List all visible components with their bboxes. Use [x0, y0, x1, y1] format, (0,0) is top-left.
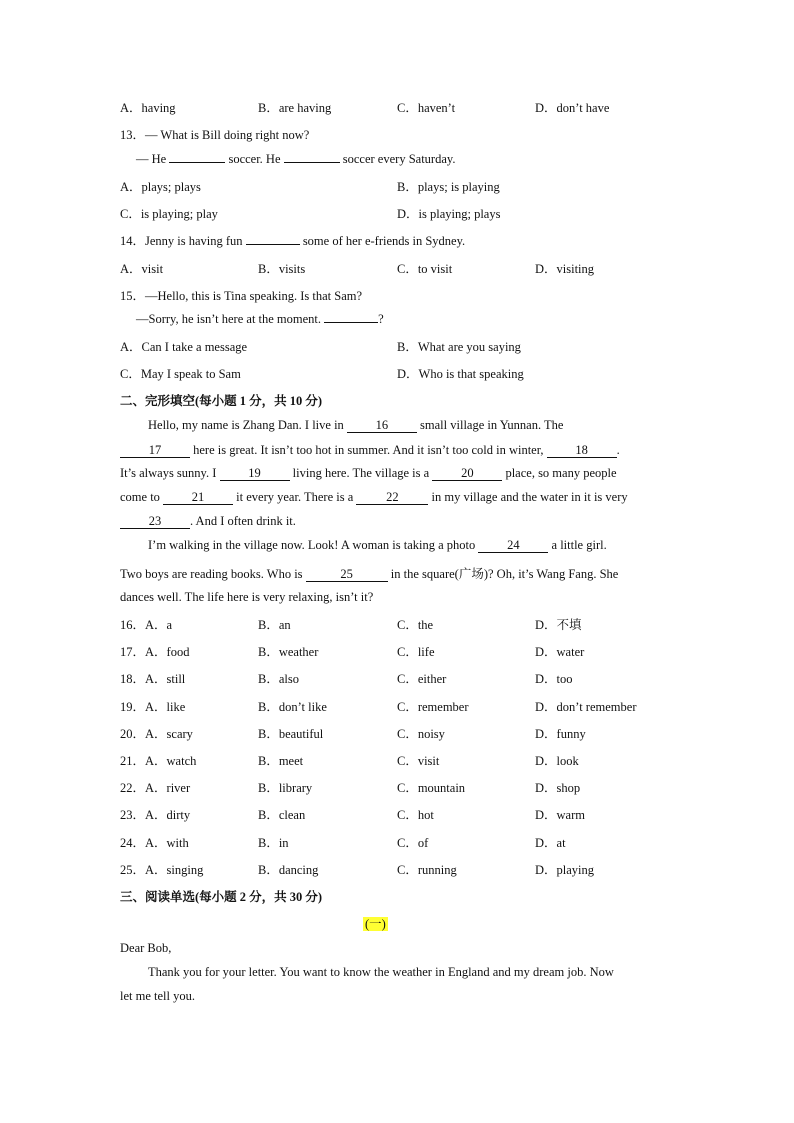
cloze-blank-25: 25 — [306, 568, 388, 582]
cloze-text: in my village and the water in it is very — [428, 490, 628, 504]
q15-prefix: —Sorry, he isn’t here at the moment. — [136, 312, 325, 326]
cloze-line-1 — [148, 418, 563, 433]
q14-option-c: C．to visit — [397, 262, 453, 276]
q14-question — [120, 231, 465, 249]
q13-options-row-1 — [120, 177, 680, 193]
q14-option-a: A．visit — [120, 262, 164, 276]
cloze-option-row-17 — [120, 642, 680, 658]
cloze-21-option-c: C．visit — [397, 754, 440, 768]
cloze-text: here is great. It isn’t too hot in summer. And it isn’t too cold in winter, — [190, 443, 547, 457]
q15-suffix: ? — [378, 312, 384, 326]
letter-greeting: Dear Bob, — [120, 941, 172, 955]
cloze-16-option-a: 16．A．a — [120, 618, 173, 632]
cloze-line-8: dances well. The life here is very relaxing, isn’t it? — [120, 590, 374, 604]
cloze-option-row-25 — [120, 860, 680, 876]
cloze-24-option-c: C．of — [397, 835, 429, 850]
cloze-23-option-b: B．clean — [258, 808, 306, 823]
section-2-heading: 二、完形填空(每小题 1 分，共 10 分) — [120, 394, 323, 408]
q12-option-d: D．don’t have — [535, 101, 610, 115]
cloze-18-option-c: C．either — [397, 672, 447, 687]
cloze-16-option-d: D．不填 — [535, 618, 582, 632]
q15-options-row-1 — [120, 337, 680, 353]
q14-suffix: some of her e-friends in Sydney. — [299, 234, 466, 248]
cloze-19-option-b: B．don’t like — [258, 699, 327, 714]
cloze-blank-22: 22 — [356, 491, 428, 505]
cloze-24-option-d: D．at — [535, 835, 566, 850]
cloze-line-3 — [120, 466, 617, 481]
cloze-16-option-c: C．the — [397, 618, 434, 632]
cloze-text: . And I often drink it. — [190, 514, 296, 528]
cloze-20-option-d: D．funny — [535, 726, 586, 741]
cloze-text: . — [616, 443, 620, 457]
cloze-25-option-c: C．running — [397, 862, 457, 877]
letter-line-2: let me tell you. — [120, 989, 195, 1003]
cloze-21-option-a: 21．A．watch — [120, 754, 197, 768]
cloze-option-row-19 — [120, 697, 680, 713]
cloze-line-5 — [120, 514, 296, 529]
cloze-23-option-c: C．hot — [397, 808, 434, 823]
q12-option-c: C．haven’t — [397, 101, 456, 115]
q13-blank-2 — [284, 162, 340, 163]
cloze-text: I’m walking in the village now. Look! A woman is taking a photo — [148, 538, 479, 552]
cloze-19-option-d: D．don’t remember — [535, 699, 637, 714]
cloze-22-option-b: B．library — [258, 781, 313, 796]
q13-blank-1 — [169, 162, 225, 163]
cloze-blank-18: 18 — [547, 444, 617, 458]
cloze-text: it every year. There is a — [233, 490, 357, 504]
cloze-24-option-a: 24．A．with — [120, 835, 189, 850]
cloze-blank-16: 16 — [347, 419, 417, 433]
q14-blank — [246, 244, 300, 245]
q15-option-c: C．May I speak to Sam — [120, 367, 241, 381]
cloze-25-option-a: 25．A．singing — [120, 862, 204, 877]
cloze-option-row-20 — [120, 724, 680, 740]
q13-options-row-2 — [120, 204, 680, 220]
q13-prefix: — He — [136, 152, 170, 166]
q15-option-d: D．Who is that speaking — [397, 367, 524, 381]
cloze-option-row-24 — [120, 833, 680, 849]
cloze-text: a little girl. — [548, 538, 607, 552]
q13-option-a: A．plays; plays — [120, 180, 201, 194]
cloze-17-option-c: C．life — [397, 645, 435, 660]
cloze-option-row-16 — [120, 615, 680, 631]
passage-marker — [363, 914, 388, 932]
q12-options — [120, 98, 680, 114]
cloze-25-option-b: B．dancing — [258, 862, 319, 877]
q15-answer-line — [136, 312, 384, 327]
cloze-22-option-d: D．shop — [535, 781, 581, 796]
q15-question: 15．—Hello, this is Tina speaking. Is that Sam? — [120, 289, 363, 303]
q14-options — [120, 259, 680, 275]
q15-option-b: B．What are you saying — [397, 340, 521, 354]
q13-option-d: D．is playing; plays — [397, 207, 501, 221]
cloze-text: living here. The village is a — [289, 466, 433, 480]
cloze-line-4 — [120, 490, 628, 505]
cloze-21-option-b: B．meet — [258, 754, 304, 768]
cloze-20-option-a: 20．A．scary — [120, 726, 193, 741]
q13-suffix: soccer every Saturday. — [339, 152, 456, 166]
section-3-heading: 三、阅读单选(每小题 2 分，共 30 分) — [120, 890, 323, 904]
q13-option-c: C．is playing; play — [120, 207, 218, 221]
cloze-22-option-c: C．mountain — [397, 781, 466, 796]
cloze-line-6 — [148, 538, 607, 553]
cloze-line-2 — [120, 443, 620, 458]
cloze-line-7 — [120, 564, 618, 582]
passage-marker-label: (一) — [365, 917, 386, 931]
cloze-text: Hello, my name is Zhang Dan. I live in — [148, 418, 347, 432]
cloze-25-option-d: D．playing — [535, 862, 595, 877]
letter-line-1: Thank you for your letter. You want to know the weather in England and my dream job. Now — [148, 965, 614, 979]
cloze-23-option-a: 23．A．dirty — [120, 808, 191, 823]
cloze-18-option-a: 18．A．still — [120, 672, 186, 687]
cloze-22-option-a: 22．A．river — [120, 781, 191, 796]
cloze-text: place, so many people — [502, 466, 617, 480]
cloze-20-option-b: B．beautiful — [258, 726, 324, 741]
cloze-17-option-b: B．weather — [258, 645, 319, 660]
q12-option-a: A．having — [120, 101, 176, 115]
cloze-text: in the square(广场)? Oh, it’s Wang Fang. She — [387, 567, 619, 581]
q13-mid: soccer. He — [225, 152, 284, 166]
q13-option-b: B．plays; is playing — [397, 180, 500, 194]
cloze-blank-19: 19 — [220, 467, 290, 481]
cloze-option-row-21 — [120, 751, 680, 767]
cloze-text: come to — [120, 490, 164, 504]
cloze-option-row-18 — [120, 669, 680, 685]
cloze-option-row-23 — [120, 805, 680, 821]
cloze-blank-23: 23 — [120, 515, 190, 529]
q14-prefix: 14．Jenny is having fun — [120, 234, 246, 248]
cloze-option-row-22 — [120, 778, 680, 794]
cloze-text: Two boys are reading books. Who is — [120, 567, 306, 581]
cloze-text: small village in Yunnan. The — [416, 418, 564, 432]
cloze-16-option-b: B．an — [258, 618, 291, 632]
cloze-23-option-d: D．warm — [535, 808, 585, 823]
q15-option-a: A．Can I take a message — [120, 340, 248, 354]
cloze-blank-21: 21 — [163, 491, 233, 505]
cloze-18-option-b: B．also — [258, 672, 299, 687]
cloze-24-option-b: B．in — [258, 835, 289, 850]
cloze-17-option-a: 17．A．food — [120, 645, 190, 660]
cloze-19-option-a: 19．A．like — [120, 699, 186, 714]
q15-blank — [324, 322, 378, 323]
cloze-21-option-d: D．look — [535, 754, 579, 768]
cloze-18-option-d: D．too — [535, 672, 573, 687]
cloze-19-option-c: C．remember — [397, 699, 469, 714]
cloze-text: It’s always sunny. I — [120, 466, 220, 480]
cloze-blank-24: 24 — [478, 539, 548, 553]
cloze-blank-17: 17 — [120, 444, 190, 458]
cloze-20-option-c: C．noisy — [397, 726, 445, 741]
q13-question: 13．— What is Bill doing right now? — [120, 128, 310, 142]
cloze-17-option-d: D．water — [535, 645, 585, 660]
cloze-blank-20: 20 — [432, 467, 502, 481]
q14-option-d: D．visiting — [535, 262, 595, 276]
q15-options-row-2 — [120, 364, 680, 380]
q14-option-b: B．visits — [258, 262, 306, 276]
q12-option-b: B．are having — [258, 101, 332, 115]
q13-answer-line — [136, 152, 455, 167]
